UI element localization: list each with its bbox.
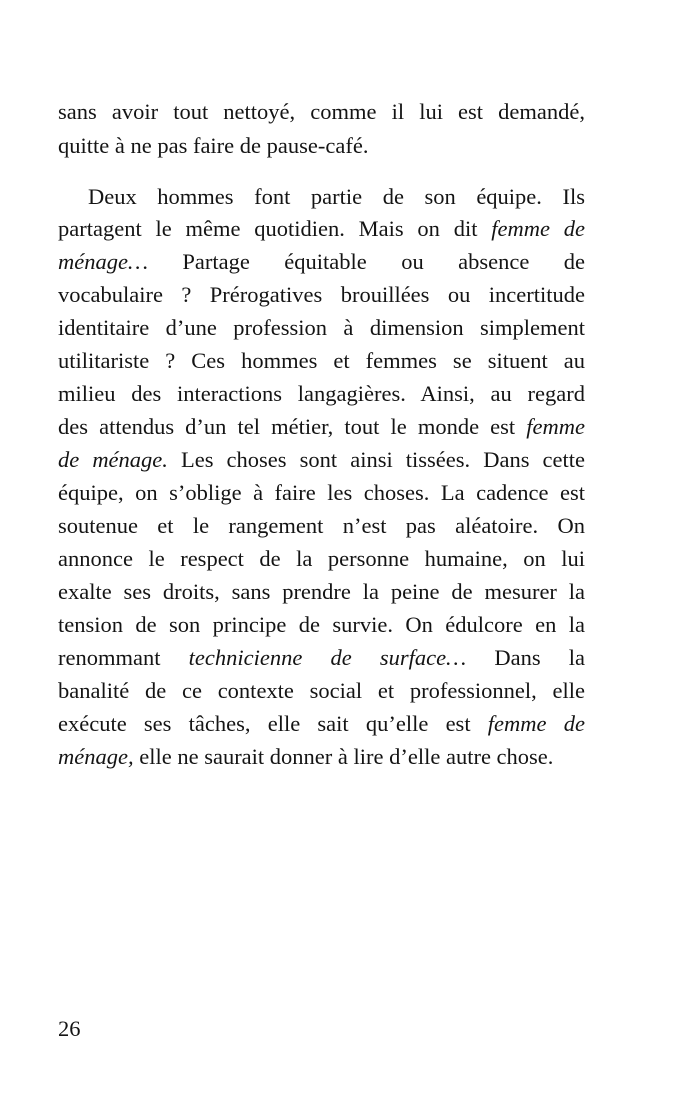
italic-run: ménage, xyxy=(58,744,134,769)
text-run: partagent le même quotidien. Mais on dit xyxy=(58,216,492,241)
italic-run: femme xyxy=(526,414,585,439)
text-line xyxy=(58,509,585,543)
text-line xyxy=(58,674,585,708)
text-line xyxy=(58,542,585,576)
text-line xyxy=(58,707,585,741)
text-run: vocabulaire ? Prérogatives brouillées ou incertitude xyxy=(58,282,585,307)
text-line xyxy=(58,245,585,279)
text-run: renommant xyxy=(58,645,189,670)
text-run: quitte à ne pas faire de pause-café. xyxy=(58,133,369,158)
text-line xyxy=(58,575,585,609)
text-run: identitaire d’une profession à dimension simplement xyxy=(58,315,585,340)
text-run: annonce le respect de la personne humaine, on lui xyxy=(58,546,585,571)
text-run: sans avoir tout nettoyé, comme il lui est demandé, xyxy=(58,99,585,124)
text-run: tension de son principe de survie. On édulcore en la xyxy=(58,612,585,637)
text-line xyxy=(58,410,585,444)
text-run: équipe, on s’oblige à faire les choses. La cadence est xyxy=(58,480,585,505)
text-run: exalte ses droits, sans prendre la peine de mesurer la xyxy=(58,579,585,604)
text-line xyxy=(58,180,585,214)
text-run: Dans la xyxy=(466,645,585,670)
text-run: des attendus d’un tel métier, tout le monde est xyxy=(58,414,527,439)
italic-run: femme de xyxy=(487,711,585,736)
page-number: 26 xyxy=(58,1016,81,1041)
italic-run: de ménage. xyxy=(58,447,168,472)
text-line xyxy=(58,377,585,411)
text-line xyxy=(58,129,585,163)
text-run: milieu des interactions langagières. Ainsi, au regard xyxy=(58,381,585,406)
text-line xyxy=(58,311,585,345)
text-line xyxy=(58,641,585,675)
text-run: Deux hommes font partie de son équipe. Ils xyxy=(88,184,585,209)
text-run: Partage équitable ou absence de xyxy=(147,249,585,274)
text-line xyxy=(58,212,585,246)
italic-run: ménage… xyxy=(58,249,148,274)
italic-run: femme de xyxy=(491,216,585,241)
text-line xyxy=(58,443,585,477)
text-line xyxy=(58,476,585,510)
text-line xyxy=(58,608,585,642)
text-run: Les choses sont ainsi tissées. Dans cette xyxy=(167,447,586,472)
text-line xyxy=(58,95,585,129)
text-line xyxy=(58,740,585,774)
text-run: elle ne saurait donner à lire d’elle autre chose. xyxy=(133,744,554,769)
text-run: exécute ses tâches, elle sait qu’elle est xyxy=(58,711,488,736)
text-run: banalité de ce contexte social et professionnel, elle xyxy=(58,678,585,703)
text-line xyxy=(58,278,585,312)
text-run: soutenue et le rangement n’est pas aléatoire. On xyxy=(58,513,585,538)
italic-run: technicienne de surface… xyxy=(188,645,467,670)
text-line xyxy=(58,344,585,378)
text-run: utilitariste ? Ces hommes et femmes se situent au xyxy=(58,348,585,373)
